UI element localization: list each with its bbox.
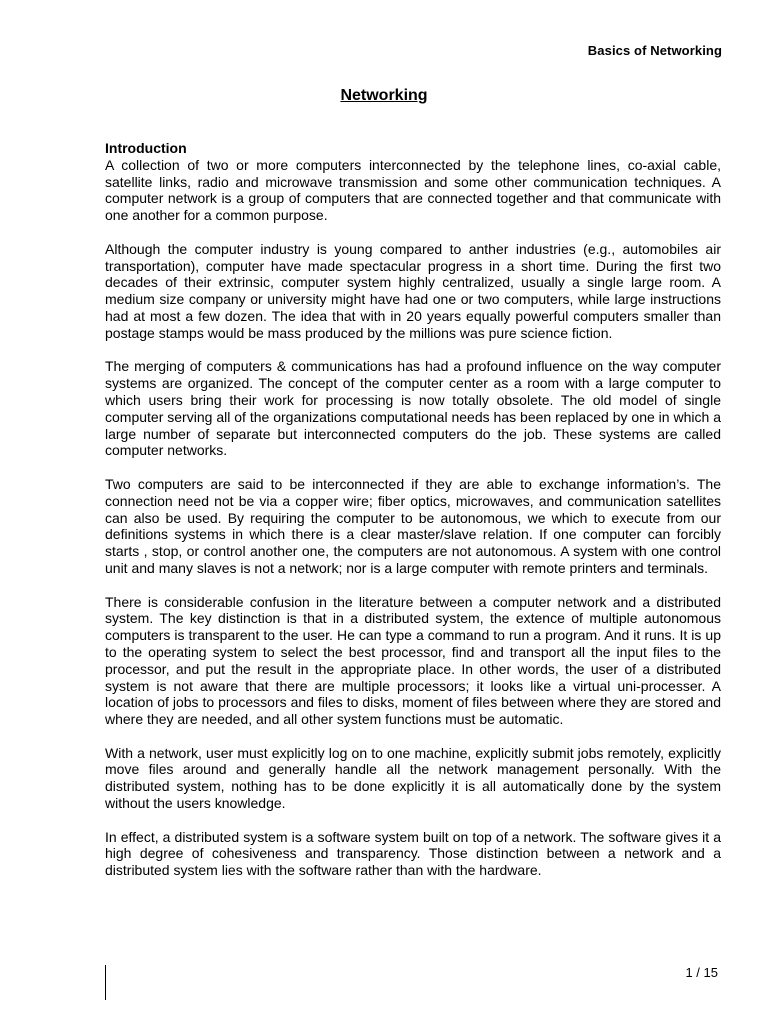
running-header: Basics of Networking xyxy=(587,43,722,58)
paragraph-5: There is considerable confusion in the literature between a computer network and a distributed system. The key distinction is that in a distributed system, the extence of multiple autonomous computers is transparent to the user. He can type a command to run a program. And it runs. It is up to the operating system to select the best processor, find and transport all the input files to the processor, and put the result in the appropriate place. In other words, the user of a distributed system is not aware that there are multiple processors; it looks like a virtual uni-processer. A location of jobs to processors and files to disks, moment of files between where they are stored and where they are needed, and all other system functions must be automatic. xyxy=(105,593,721,728)
paragraph-6: With a network, user must explicitly log on to one machine, explicitly submit jobs remotely, explicitly move files around and generally handle all the network management personally. With the distributed system, nothing has to be done explicitly it is all automatically done by the system without the users knowledge. xyxy=(105,744,721,812)
paragraph-4: Two computers are said to be interconnected if they are able to exchange information’s. The connection need not be via a copper wire; fiber optics, microwaves, and communication satellites can also be used. By requiring the computer to be autonomous, we which to execute from our definitions systems in which there is a clear master/slave relation. If one computer can forcibly starts , stop, or control another one, the computers are not autonomous. A system with one control unit and many slaves is not a network; nor is a large computer with remote printers and terminals. xyxy=(105,475,721,576)
footer-rule xyxy=(105,965,106,1000)
paragraph-1: A collection of two or more computers interconnected by the telephone lines, co-axial cable, satellite links, radio and microwave transmission and some other communication techniques. A computer network is a group of computers that are connected together and that communicate with one another for a common purpose. xyxy=(105,156,721,224)
paragraph-2: Although the computer industry is young compared to anther industries (e.g., automobiles air transportation), computer have made spectacular progress in a short time. During the first two decades of their extrinsic, computer system highly centralized, usually a single large room. A medium size company or university might have had one or two computers, while large instructions had at most a few dozen. The idea that with in 20 years equally powerful computers smaller than postage stamps would be mass produced by the millions was pure science fiction. xyxy=(105,240,721,341)
page-number: 1 / 15 xyxy=(685,965,718,980)
paragraph-3: The merging of computers & communications has had a profound influence on the way computer systems are organized. The concept of the computer center as a room with a large computer to which users bring their work for processing is now totally obsolete. The old model of single computer serving all of the organizations computational needs has been replaced by one in which a large number of separate but interconnected computers do the job. These systems are called computer networks. xyxy=(105,358,721,459)
section-heading: Introduction xyxy=(105,140,187,156)
document-body xyxy=(105,140,721,896)
document-title: Networking xyxy=(340,87,428,104)
paragraph-7: In effect, a distributed system is a software system built on top of a network. The software gives it a high degree of cohesiveness and transparency. Those distinction between a network and a distributed system lies with the software rather than with the hardware. xyxy=(105,828,721,879)
